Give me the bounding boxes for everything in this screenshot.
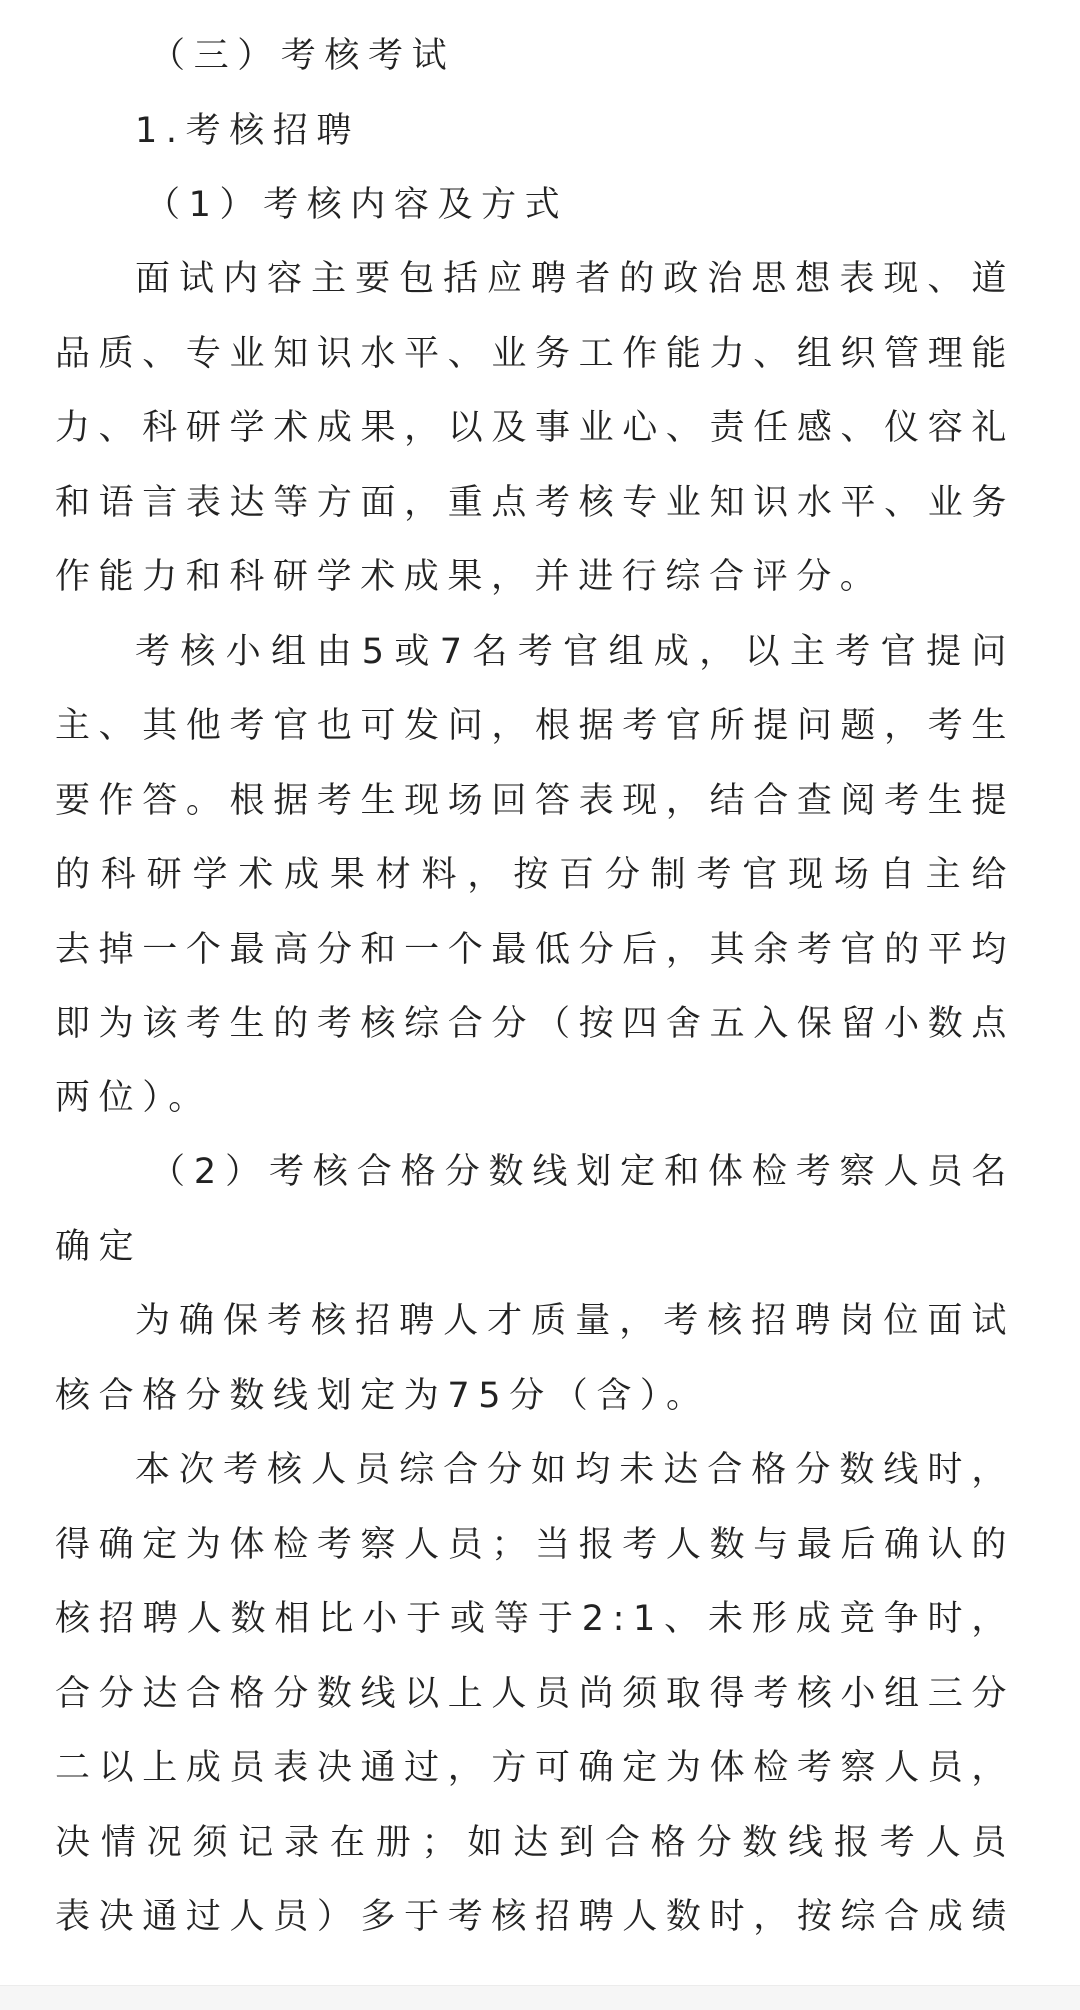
paragraph-4-line: 表决通过人员）多于考核招聘人数时，按综合成绩 — [55, 1897, 1015, 1937]
paragraph-1-line: 作能力和科研学术成果，并进行综合评分。 — [55, 557, 884, 597]
paragraph-2-line: 考核小组由5或7名考官组成，以主考官提问 — [135, 632, 1015, 672]
paragraph-4-line: 合分达合格分数线以上人员尚须取得考核小组三分 — [55, 1674, 1015, 1714]
paragraph-1-line: 力、科研学术成果，以及事业心、责任感、仪容礼 — [55, 408, 1015, 448]
item-heading: 1.考核招聘 — [135, 111, 360, 151]
subsection-heading-2-line: （2）考核合格分数线划定和体检考察人员名 — [150, 1152, 1015, 1192]
section-heading: （三）考核考试 — [150, 36, 456, 76]
paragraph-1-line: 和语言表达等方面，重点考核专业知识水平、业务 — [55, 483, 1015, 523]
bottom-edge-strip — [0, 1985, 1080, 2010]
paragraph-4-line: 核招聘人数相比小于或等于2:1、未形成竞争时， — [55, 1599, 1015, 1639]
paragraph-2-line: 两位）。 — [55, 1078, 212, 1118]
paragraph-1-line: 面试内容主要包括应聘者的政治思想表现、道 — [135, 259, 1015, 299]
paragraph-2-line: 即为该考生的考核综合分（按四舍五入保留小数点 — [55, 1004, 1015, 1044]
paragraph-2-line: 要作答。根据考生现场回答表现，结合查阅考生提 — [55, 781, 1015, 821]
paragraph-2-line: 去掉一个最高分和一个最低分后，其余考官的平均 — [55, 930, 1015, 970]
paragraph-3-line: 核合格分数线划定为75分（含）。 — [55, 1376, 710, 1416]
paragraph-1-line: 品质、专业知识水平、业务工作能力、组织管理能 — [55, 334, 1015, 374]
paragraph-3-line: 为确保考核招聘人才质量，考核招聘岗位面试 — [135, 1301, 1015, 1341]
subsection-heading-2-line: 确定 — [55, 1227, 143, 1267]
paragraph-2-line: 主、其他考官也可发问，根据考官所提问题，考生 — [55, 706, 1015, 746]
paragraph-4-line: 决情况须记录在册；如达到合格分数线报考人员 — [55, 1823, 1015, 1863]
paragraph-4-line: 本次考核人员综合分如均未达合格分数线时， — [135, 1450, 1015, 1490]
paragraph-4-line: 得确定为体检考察人员；当报考人数与最后确认的 — [55, 1525, 1015, 1565]
subsection-heading-1: （1）考核内容及方式 — [145, 185, 569, 225]
paragraph-2-line: 的科研学术成果材料，按百分制考官现场自主给 — [55, 855, 1015, 895]
paragraph-4-line: 二以上成员表决通过，方可确定为体检考察人员， — [55, 1748, 1015, 1788]
